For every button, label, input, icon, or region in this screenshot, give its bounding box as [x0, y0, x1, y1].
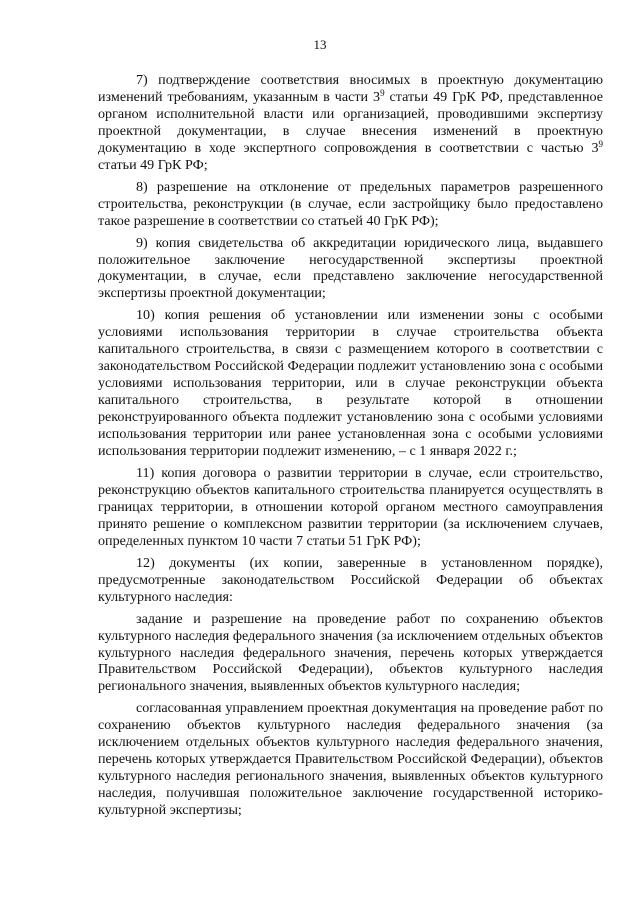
text-run: согласованная управлением проектная документация на проведение работ по сохранению объектов культурного наследия федерального значения (за исключением отдельных объектов культурного наследия федерального значения, перечень которых утверждается Правительством Российской Федерации), объектов культурного наследия регионального значения, выявленных объектов культурного наследия, получившая положительное заключение государственной историко-культурной экспертизы;: [98, 700, 603, 819]
paragraph-item-8: [98, 179, 603, 230]
document-body: [98, 72, 603, 819]
text-run: 9) копия свидетельства об аккредитации юридического лица, выдавшего положительное заключение негосударственной экспертизы проектной документации, в случае, если представлено заключение негосударственной экспертизы проектной документации;: [98, 234, 603, 302]
text-run: 7) подтверждение соответствия вносимых в проектную документацию изменений требованиям, указанным в части 3: [98, 72, 603, 105]
paragraph-item-12-docs: [98, 700, 603, 819]
text-run: статьи 49 ГрК РФ;: [98, 156, 208, 173]
superscript: 9: [380, 87, 385, 98]
text-run: 12) документы (их копии, заверенные в установленном порядке), предусмотренные законодательством Российской Федерации об объектах культурного наследия:: [98, 554, 603, 605]
paragraph-item-9: [98, 235, 603, 303]
paragraph-item-11: [98, 465, 603, 550]
text-run: 8) разрешение на отклонение от предельных параметров разрешенного строительства, реконструкции (в случае, если застройщику было предоставлено такое разрешение в соответствии со статьей 40 ГрК РФ);: [98, 178, 603, 229]
paragraph-item-12: [98, 555, 603, 606]
text-run: статьи 49 ГрК РФ, представленное органом исполнительной власти или организацией, проводившими экспертизу проектной документации, в случае внесения изменений в проектную документацию в ходе экспертного сопровождения в соответствии с частью 3: [98, 88, 603, 156]
page-number: 13: [313, 37, 327, 52]
paragraph-item-10: [98, 307, 603, 460]
paragraph-item-7: [98, 72, 603, 174]
superscript: 9: [598, 138, 603, 149]
text-run: 11) копия договора о развитии территории в случае, если строительство, реконструкцию объектов капитального строительства планируется осуществлять в границах территории, в отношении которой органом местного самоуправления принято решение о комплексном развитии территории (за исключением случаев, определенных пунктом 10 части 7 статьи 51 ГрК РФ);: [98, 464, 603, 549]
text-run: задание и разрешение на проведение работ по сохранению объектов культурного наследия федерального значения (за исключением отдельных объектов культурного наследия федерального значения, перечень которых утверждается Правительством Российской Федерации), объектов культурного наследия регионального значения, выявленных объектов культурного наследия;: [98, 610, 603, 695]
text-run: 10) копия решения об установлении или изменении зоны с особыми условиями использования территории в случае строительства объекта капитального строительства, в связи с размещением которого в соответствии с законодательством Российской Федерации подлежит установлению зона с особыми условиями использования территории, или в случае реконструкции объекта капитального строительства, в результате которой в отношении реконструированного объекта подлежит установлению зона с особыми условиями использования территории или ранее установленная зона с особыми условиями использования территории подлежит изменению, – с 1 января 2022 г.;: [98, 307, 603, 460]
paragraph-item-12-task: [98, 611, 603, 696]
